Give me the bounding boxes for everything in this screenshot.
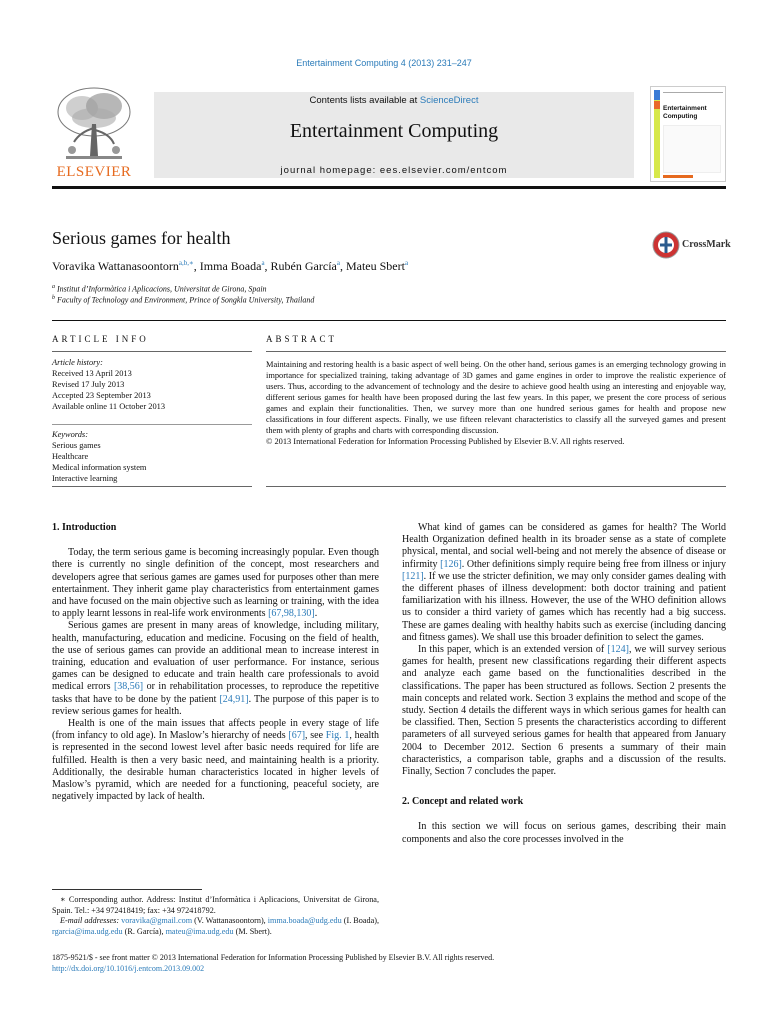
email-owner: (I. Boada), [341, 916, 379, 925]
paragraph-text: In this paper, which is an extended version of [418, 644, 608, 656]
citation-link[interactable]: [38,56] [113, 681, 144, 693]
author-affil-mark[interactable]: a,b,∗ [178, 259, 194, 267]
crossmark-label: CrossMark [682, 239, 731, 250]
history-item: Revised 17 July 2013 [52, 380, 125, 389]
author-affil-mark[interactable]: a [261, 259, 265, 267]
paragraph-text: . If we use the stricter definition, we may only consider games dealing with the different phases of illness development: both doctor training and patient familiarization with his illness. However, the use of the WHO definition allows us to consider a third variety of games which has recently had a big success. These are games dealing with healthy habits such as exercise (including dancing and fitness games). We shall use this broader definition to select the games. [402, 570, 726, 643]
paragraph-text: or in rehabilitation processes, to reproduce the repetitive tasks that have to be done by the patient [52, 681, 379, 705]
paragraph [402, 644, 726, 778]
keyword: Healthcare [52, 452, 89, 461]
paragraph-text: . Other definitions simply require being free from illness or injury [461, 558, 726, 570]
email-label: E-mail addresses: [60, 916, 120, 925]
elsevier-logo [52, 84, 136, 184]
paragraph: In this section we will focus on serious games, describing their main components and also the core processes involved in the [402, 821, 726, 845]
email-link[interactable]: voravika@gmail.com [121, 916, 193, 925]
author-name: Mateu Sbert [345, 259, 405, 273]
article-title: Serious games for health [52, 228, 231, 248]
journal-title: Entertainment Computing [289, 120, 499, 142]
author-name: Voravika Wattanasoontorn [52, 259, 179, 273]
divider [52, 424, 252, 425]
citation-link[interactable]: [67] [288, 730, 306, 742]
email-owner: (V. Wattanasoontorn), [192, 916, 268, 925]
paragraph-text: , see [305, 730, 326, 742]
footnotes [52, 895, 379, 937]
divider [266, 351, 726, 352]
affiliation-mark: a [52, 284, 55, 290]
paragraph-text: , we will survey serious games for health, present new classifications regarding their different aspects and analyze each game based on the functionalities described in the classifications. The paper has been structured as follows. Section 2 presents the main concepts and related work. Section 3 explains the method and scope of the study. Section 4 details the different ways in which serious games for health can be classified. Then, Section 5 presents the characteristics according to different parameters of all surveyed serious games for health that appeared from January 2004 to December 2012. Section 6 presents a summary of their main characteristics, a comparison table, graphs and a discussion of the results. Finally, Section 7 concludes the paper. [402, 644, 726, 778]
paragraph [402, 522, 726, 644]
crossmark-badge[interactable] [652, 231, 732, 259]
paragraph-text: . [314, 608, 318, 620]
affiliation [52, 284, 267, 294]
journal-reference[interactable]: Entertainment Computing 4 (2013) 231–247 [296, 58, 472, 68]
citation-link[interactable]: [24,91] [219, 693, 249, 705]
header-rule [52, 186, 726, 189]
paragraph-text: . The purpose of this paper is to review serious games for health. [52, 693, 379, 717]
author-list: Voravika Wattanasoontorn$^{a,b,∗}$, Imma Boada$^a$, Rubén García$^a$, Mateu Sbert$^a$ [52, 259, 409, 273]
sciencedirect-link[interactable]: ScienceDirect [419, 95, 479, 106]
section-heading-concept: 2. Concept and related work [402, 796, 524, 808]
paragraph-text: , health is represented in the second lowest level after basic needs required for life are fulfilled. Health is then a very basic need, and maintaining health is a priority. Additionally, the desirable human characteristics located in higher levels of Maslow’s pyramid, which are needed for a functioning, peaceful society, are negatively impacted by lack of health. [52, 730, 380, 803]
abstract-text: Maintaining and restoring health is a basic aspect of well being. On the other hand, serious games is an emerging technology growing in importance for specialized training, taking advantage of 3D games and game engines in order to improve the realistic experience of users. Thus, according to the advancement of technology and the desire to achieve good health using an interesting and enjoyable way, different serious games for health have been proposed during the last few years. In this paper, we present the core process of serious games and explain their functionalities. Then, we survey more than one hundred serious games for health and propose new classifications in four different aspects. Finally, we use fifteen relevant characteristics to classify all the surveyed games and present them with plenty of graphs and charts with corresponding discussion. [266, 360, 726, 435]
keywords-heading: Keywords: [52, 430, 88, 439]
paragraph [52, 620, 379, 718]
affiliation-text: Institut d’Informàtica i Aplicacions, Universitat de Girona, Spain [57, 284, 267, 294]
tree-icon [52, 84, 136, 164]
affiliation [52, 295, 314, 305]
keywords [52, 429, 252, 484]
email-link[interactable]: mateu@ima.udg.edu [165, 926, 234, 936]
email-link[interactable]: imma.boada@udg.edu [267, 916, 342, 925]
citation-link[interactable]: [124] [607, 644, 629, 656]
article-history [52, 357, 252, 412]
author-name: Rubén García [270, 259, 337, 273]
history-item: Received 13 April 2013 [52, 369, 132, 378]
issn-line: 1875-9521/$ - see front matter © 2013 International Federation for Information Processing Published by Elsevier B.V. All rights reserved. [52, 953, 495, 962]
citation-link[interactable]: [67,98,130] [268, 608, 315, 620]
journal-cover-thumbnail[interactable] [650, 86, 726, 182]
keyword: Serious games [52, 441, 101, 450]
author-affil-mark[interactable]: a [336, 259, 340, 267]
corresponding-author-note: ∗ Corresponding author. Address: Institut d’Informàtica i Aplicacions, Universitat de Girona, Spain. Tel.: +34 972418419; fax: +34 972418792. [52, 895, 379, 915]
history-heading: Article history: [52, 358, 103, 367]
paragraph [52, 718, 379, 803]
title-rule [52, 320, 726, 321]
contents-prefix: Contents lists available at [309, 95, 420, 106]
paragraph [52, 547, 379, 620]
author-affil-mark[interactable]: a [404, 259, 409, 267]
affiliation-text: Faculty of Technology and Environment, Prince of Songkla University, Thailand [57, 295, 315, 305]
paragraph-text: Health is one of the main issues that affects people in every stage of life (from infancy to old age). In Maslow’s hierarchy of needs [52, 718, 379, 742]
divider [266, 486, 726, 487]
author-name: Imma Boada [199, 259, 262, 273]
left-column [52, 522, 379, 803]
crossmark-icon [652, 231, 680, 259]
abstract-label: ABSTRACT [266, 334, 338, 344]
paragraph-text: Today, the term serious game is becoming increasingly popular. Even though there is currently no single definition of the concept, most researchers and developers agree that serious games are games used for purposes other than mere entertainment. They inherit game play characteristics from entertainment games and have focused on the main objective such as learning or training, with the idea to apply learnt lessons in real-life work environments [52, 547, 379, 620]
email-note [52, 916, 379, 937]
divider [52, 486, 252, 487]
email-owner: (R. García), [122, 926, 166, 936]
email-link[interactable]: rgarcia@ima.udg.edu [52, 926, 123, 936]
paragraph-text: Serious games are present in many areas of knowledge, including military, health, manufacturing, education and medicine. Focusing on the field of health, the use of serious games can provide an additional mean to increase interest in training, education and evaluation of user performance. For instance, serious games can be designed to educate and train health care professionals to avoid medical errors [52, 620, 379, 693]
citation-link[interactable]: [121] [402, 570, 424, 582]
abstract-body [266, 359, 726, 447]
doi-link[interactable]: http://dx.doi.org/10.1016/j.entcom.2013.09.002 [52, 964, 205, 973]
journal-homepage[interactable]: journal homepage: ees.elsevier.com/entcom [280, 165, 508, 176]
abstract-copyright: © 2013 International Federation for Information Processing Published by Elsevier B.V. All rights reserved. [266, 437, 625, 446]
divider [52, 351, 252, 352]
cover-title: Entertainment Computing [663, 105, 707, 120]
affiliation-mark: b [52, 295, 55, 301]
keyword: Interactive learning [52, 474, 118, 483]
section-heading-introduction: 1. Introduction [52, 522, 117, 533]
right-column [402, 522, 726, 846]
paragraph-text: What kind of games can be considered as games for health? The World Health Organization defined health in its broader sense as a state of complete physical, mental, and social well-being and not merely the absence of disease or infirmity [402, 522, 726, 570]
article-info-label: ARTICLE INFO [52, 334, 149, 344]
contents-line [154, 95, 634, 106]
citation-link[interactable]: [126] [440, 558, 462, 570]
email-owner: (M. Sbert). [233, 926, 272, 936]
history-item: Available online 11 October 2013 [52, 402, 166, 411]
keyword: Medical information system [52, 463, 147, 472]
history-item: Accepted 23 September 2013 [52, 391, 151, 400]
figure-link[interactable]: Fig. 1 [325, 730, 350, 742]
elsevier-wordmark: ELSEVIER [56, 164, 132, 180]
footnote-rule [52, 889, 202, 890]
